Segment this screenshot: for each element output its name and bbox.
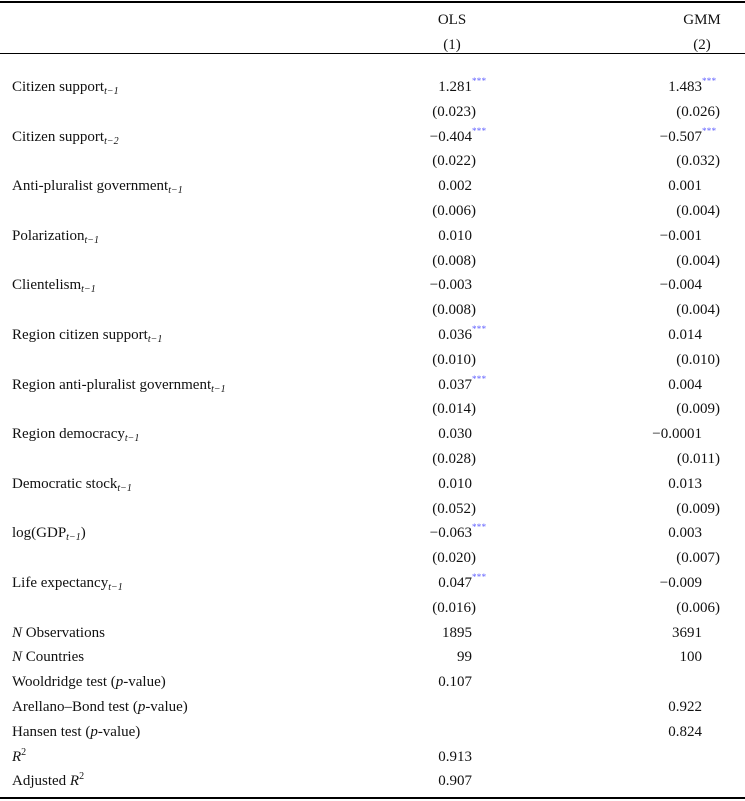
lag-subscript: t−1 [84, 234, 100, 246]
standard-error-c2: (0.007) [676, 550, 720, 567]
coefficient-c2 [620, 75, 717, 100]
coefficient-value: 1.483 [668, 79, 702, 95]
variable-name: Region anti-pluralist government [12, 376, 212, 393]
standard-error-c1: (0.014) [432, 401, 476, 418]
significance-stars: *** [472, 125, 487, 136]
statistic-row [0, 720, 745, 745]
italic-p: p [115, 674, 124, 691]
standard-error-row [0, 298, 745, 323]
coefficient-value: −0.004 [659, 277, 702, 294]
lag-subscript: t−1 [168, 185, 183, 197]
coefficient-c2 [620, 125, 717, 150]
italic-symbol: R [12, 748, 22, 765]
coefficient-c2 [620, 224, 702, 249]
coefficient-value: −0.507 [659, 128, 702, 145]
coefficient-value: −0.001 [659, 227, 702, 244]
coefficient-value: 0.004 [668, 376, 702, 393]
coefficient-row [0, 373, 745, 398]
coefficient-row [0, 323, 745, 348]
lag-subscript: t−1 [66, 532, 81, 544]
coefficient-c1 [380, 521, 487, 546]
column-header-model-1: OLS [437, 12, 467, 28]
lag-subscript: t−1 [81, 284, 96, 296]
coefficient-c2 [620, 472, 702, 497]
statistic-value-c2: 0.922 [668, 699, 702, 715]
variable-label [12, 571, 123, 596]
statistic-name: Arellano–Bond test ( [12, 699, 138, 715]
variable-name: Polarization [12, 227, 85, 244]
coefficient-value: 0.010 [438, 475, 472, 492]
coefficient-row [0, 174, 745, 199]
coefficient-c1 [380, 273, 472, 298]
significance-stars: *** [472, 324, 487, 334]
significance-stars: *** [472, 76, 487, 86]
standard-error-row [0, 199, 745, 224]
statistic-label [12, 720, 140, 745]
coefficient-value: 0.036 [438, 327, 472, 343]
coefficient-row [0, 422, 745, 447]
variable-name: log(GDP [12, 525, 67, 542]
variable-label [12, 521, 86, 546]
coefficient-c2 [620, 323, 702, 348]
statistic-name: Observations [22, 624, 105, 641]
standard-error-c2: (0.010) [676, 351, 720, 368]
lag-subscript: t−1 [211, 383, 226, 395]
statistic-name-end: -value) [123, 674, 166, 691]
statistic-row [0, 769, 745, 794]
coefficient-c2 [620, 422, 702, 447]
italic-p: p [137, 699, 146, 715]
coefficient-value: 1.281 [438, 79, 472, 95]
standard-error-c2: (0.011) [676, 451, 720, 467]
statistic-value-c1: 0.907 [438, 773, 472, 790]
standard-error-row [0, 100, 745, 125]
coefficient-value: 0.010 [438, 227, 472, 244]
standard-error-c1: (0.028) [432, 451, 476, 467]
coefficient-value: −0.009 [659, 575, 702, 591]
standard-error-row [0, 149, 745, 174]
variable-label [12, 224, 99, 249]
coefficient-row [0, 571, 745, 596]
statistic-row [0, 670, 745, 695]
statistic-value-c1: 99 [457, 649, 472, 666]
standard-error-c2: (0.009) [676, 500, 720, 517]
variable-name: Region democracy [12, 426, 125, 443]
statistic-value-c1: 1895 [442, 624, 472, 641]
lag-subscript: t−1 [104, 86, 119, 97]
standard-error-row [0, 249, 745, 274]
statistic-value-c1: 0.107 [438, 674, 472, 691]
coefficient-value: 0.013 [668, 475, 702, 492]
standard-error-c2: (0.026) [676, 103, 720, 120]
column-header-number-1: (1) [443, 37, 461, 53]
statistic-name: Countries [22, 649, 85, 666]
variable-name: Life expectancy [12, 575, 109, 591]
standard-error-c1: (0.023) [432, 103, 476, 120]
superscript: 2 [21, 746, 27, 758]
coefficient-value: 0.003 [668, 525, 702, 542]
variable-label [12, 75, 119, 100]
standard-error-row [0, 546, 745, 571]
standard-error-row [0, 497, 745, 522]
standard-error-row [0, 397, 745, 422]
variable-label [12, 273, 96, 298]
variable-name: Clientelism [12, 277, 82, 294]
standard-error-c1: (0.008) [432, 252, 476, 269]
statistic-row [0, 621, 745, 646]
significance-stars: *** [702, 76, 717, 86]
statistic-row [0, 695, 745, 720]
coefficient-value: −0.003 [429, 277, 472, 294]
lag-subscript: t−1 [124, 433, 140, 445]
standard-error-c1: (0.022) [432, 153, 476, 170]
header-rule [0, 53, 745, 54]
coefficient-c1 [380, 323, 487, 348]
coefficient-c1 [380, 174, 472, 199]
italic-symbol: R [69, 773, 80, 790]
lag-subscript: t−1 [117, 482, 132, 494]
standard-error-c1: (0.006) [432, 203, 476, 219]
coefficient-c1 [380, 75, 487, 100]
coefficient-row [0, 521, 745, 546]
statistic-name-end: -value) [97, 723, 141, 740]
standard-error-c2: (0.009) [676, 401, 720, 418]
standard-error-c1: (0.020) [432, 550, 476, 567]
coefficient-c2 [620, 571, 702, 596]
coefficient-c2 [620, 273, 702, 298]
standard-error-c2: (0.004) [676, 302, 720, 319]
coefficient-value: −0.404 [429, 128, 472, 145]
variable-name: Democratic stock [12, 475, 118, 492]
coefficient-c1 [380, 224, 472, 249]
italic-symbol: N [12, 649, 23, 666]
variable-label [12, 422, 139, 447]
variable-label [12, 373, 226, 398]
standard-error-c1: (0.008) [432, 302, 476, 319]
lag-subscript: t−1 [147, 334, 163, 345]
coefficient-value: 0.030 [438, 426, 472, 443]
standard-error-c1: (0.010) [432, 351, 476, 368]
column-header-model-2: GMM [683, 12, 721, 28]
coefficient-value: 0.002 [438, 178, 472, 195]
standard-error-c1: (0.016) [432, 599, 476, 616]
statistic-value-c2: 0.824 [668, 723, 702, 740]
coefficient-c2 [620, 373, 702, 398]
standard-error-row [0, 447, 745, 472]
statistic-label [12, 621, 105, 646]
statistic-label [12, 745, 26, 770]
coefficient-value: 0.001 [668, 178, 702, 195]
column-header-number-2: (2) [693, 37, 711, 53]
variable-label [12, 472, 132, 497]
statistic-value-c2: 3691 [672, 624, 702, 641]
standard-error-c2: (0.032) [676, 153, 720, 170]
statistic-row [0, 645, 745, 670]
variable-name-suffix: ) [80, 525, 86, 542]
statistic-name: Adjusted [12, 773, 70, 790]
lag-subscript: t−2 [104, 135, 119, 147]
table-top-rule [0, 1, 745, 3]
standard-error-c2: (0.004) [676, 252, 720, 269]
statistic-label [12, 695, 188, 720]
coefficient-c1 [380, 571, 487, 596]
statistic-name: Wooldridge test ( [12, 674, 116, 691]
standard-error-row [0, 348, 745, 373]
italic-symbol: N [12, 624, 23, 641]
variable-name: Anti-pluralist government [12, 178, 169, 195]
standard-error-row [0, 596, 745, 621]
variable-label [12, 174, 183, 199]
standard-error-c2: (0.006) [676, 599, 720, 616]
superscript: 2 [79, 771, 85, 783]
italic-p: p [90, 723, 98, 740]
coefficient-c1 [380, 125, 487, 150]
significance-stars: *** [702, 125, 717, 136]
statistic-row [0, 745, 745, 770]
significance-stars: *** [472, 522, 487, 533]
coefficient-row [0, 472, 745, 497]
statistic-name-end: -value) [145, 699, 188, 715]
coefficient-row [0, 273, 745, 298]
coefficient-row [0, 224, 745, 249]
statistic-label [12, 645, 84, 670]
statistic-name: Hansen test ( [12, 723, 91, 740]
significance-stars: *** [472, 373, 487, 384]
standard-error-c2: (0.004) [676, 203, 720, 219]
coefficient-c1 [380, 373, 487, 398]
statistic-value-c2: 100 [679, 649, 702, 666]
coefficient-value: 0.014 [668, 327, 702, 343]
significance-stars: *** [472, 572, 487, 582]
coefficient-c1 [380, 422, 472, 447]
variable-label [12, 125, 119, 150]
coefficient-value: −0.063 [429, 525, 472, 542]
coefficient-row [0, 75, 745, 100]
coefficient-value: −0.0001 [652, 426, 702, 443]
variable-name: Region citizen support [12, 327, 148, 343]
coefficient-c2 [620, 521, 702, 546]
statistic-label [12, 769, 84, 794]
standard-error-c1: (0.052) [432, 500, 476, 517]
coefficient-value: 0.047 [438, 575, 472, 591]
statistic-value-c1: 0.913 [438, 748, 472, 765]
coefficient-row [0, 125, 745, 150]
coefficient-c1 [380, 472, 472, 497]
variable-label [12, 323, 162, 348]
coefficient-value: 0.037 [438, 376, 472, 393]
variable-name: Citizen support [12, 128, 105, 145]
coefficient-c2 [620, 174, 702, 199]
table-bottom-rule [0, 797, 745, 799]
statistic-label [12, 670, 166, 695]
lag-subscript: t−1 [108, 582, 123, 593]
variable-name: Citizen support [12, 79, 105, 95]
